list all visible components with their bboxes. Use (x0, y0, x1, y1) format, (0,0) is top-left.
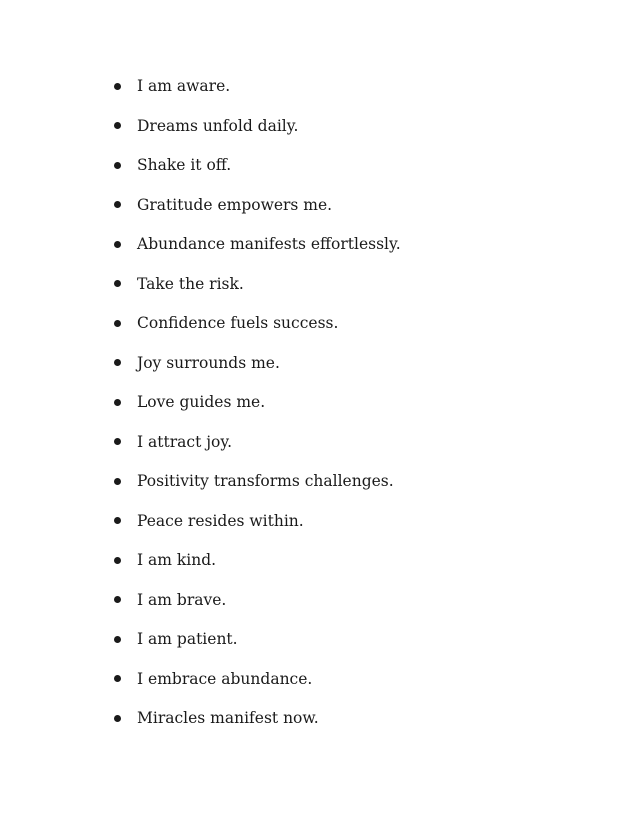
bullet-icon (114, 636, 121, 643)
bullet-icon (114, 201, 121, 208)
list-item-text: Peace resides within. (137, 511, 304, 530)
list-item-text: Take the risk. (137, 274, 244, 293)
list-item-text: I embrace abundance. (137, 669, 313, 688)
list-item (113, 351, 593, 391)
list-item (113, 114, 593, 154)
list-item-text: I am patient. (137, 630, 238, 648)
bullet-icon (114, 596, 121, 603)
list-item (113, 469, 593, 509)
list-item (113, 153, 593, 193)
bullet-icon (114, 162, 121, 169)
list-item-text: Confidence fuels success. (137, 314, 339, 332)
list-item (113, 390, 593, 430)
bullet-icon (114, 715, 121, 722)
list-item-text: Miracles manifest now. (137, 709, 319, 727)
list-item (113, 667, 593, 707)
list-item (113, 74, 593, 114)
list-item (113, 627, 593, 667)
affirmation-list (113, 74, 593, 746)
list-item (113, 272, 593, 312)
bullet-icon (114, 359, 121, 366)
list-item (113, 706, 593, 746)
bullet-icon (114, 438, 121, 445)
list-item-text: Shake it off. (137, 156, 232, 174)
bullet-icon (114, 557, 121, 564)
list-item (113, 509, 593, 549)
list-item (113, 232, 593, 272)
bullet-icon (114, 320, 121, 327)
list-item (113, 193, 593, 233)
bullet-icon (114, 83, 121, 90)
bullet-icon (114, 280, 121, 287)
list-item-text: I am aware. (137, 77, 231, 95)
bullet-icon (114, 517, 121, 524)
bullet-icon (114, 241, 121, 248)
list-item-text: I am brave. (137, 590, 227, 609)
list-item-text: Positivity transforms challenges. (137, 472, 394, 490)
bullet-icon (114, 122, 121, 129)
list-item-text: Love guides me. (137, 393, 266, 411)
bullet-icon (114, 399, 121, 406)
list-item (113, 588, 593, 628)
bullet-icon (114, 675, 121, 682)
list-item-text: I attract joy. (137, 432, 232, 451)
list-item-text: Joy surrounds me. (137, 353, 280, 372)
list-item (113, 430, 593, 470)
list-item-text: Dreams unfold daily. (137, 116, 299, 135)
list-item-text: Gratitude empowers me. (137, 195, 333, 214)
list-item-text: I am kind. (137, 551, 217, 569)
list-item-text: Abundance manifests effortlessly. (137, 235, 401, 253)
bullet-icon (114, 478, 121, 485)
list-item (113, 311, 593, 351)
list-item (113, 548, 593, 588)
